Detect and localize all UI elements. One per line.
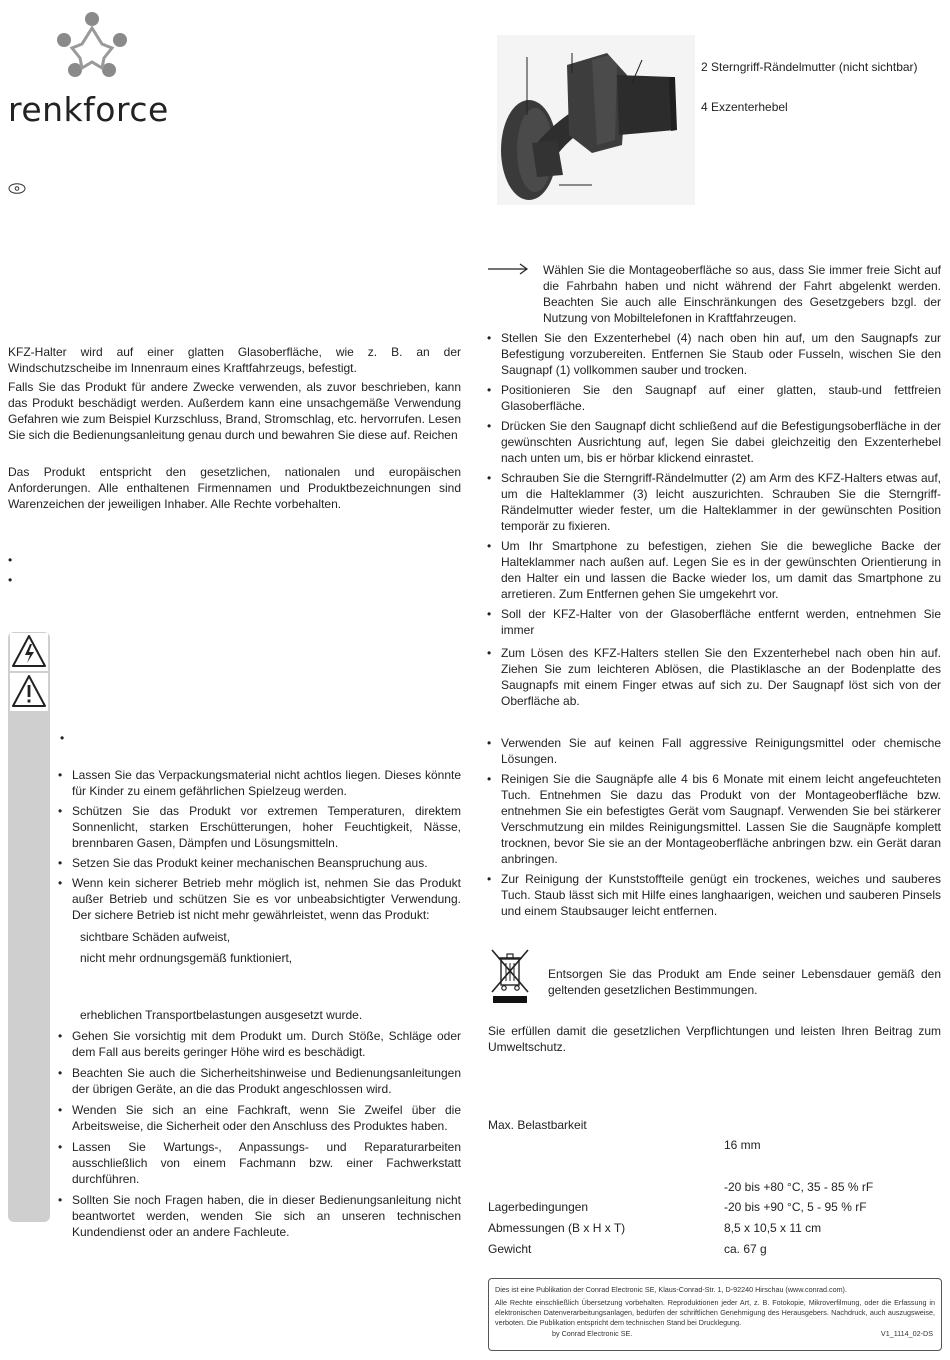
safety-list [58, 767, 461, 923]
list-item: • Wenden Sie sich an eine Fachkraft, wenn Sie Zweifel über die Arbeitsweise, die Sicherheit oder den Anschluss des Produktes haben. [58, 1102, 461, 1134]
weee-bin-icon [489, 947, 531, 1005]
empty-bullet: • [8, 573, 13, 587]
spec-dims-value: 8,5 x 10,5 x 11 cm [724, 1221, 822, 1235]
safety-sidebar [8, 632, 50, 1222]
spec-value: 16 mm [724, 1138, 761, 1152]
product-image [497, 35, 695, 205]
warning-icon [10, 673, 48, 711]
release-steps [487, 645, 941, 709]
imprint-box [488, 1278, 942, 1351]
list-item: • Reinigen Sie die Saugnäpfe alle 4 bis 6 Monate mit einem leicht angefeuchteten Tuch. Entnehmen Sie dazu das Produkt von der Montageoberfläche bzw. entnehmen Sie ein befestigtes Gerät vom Saugnapf. Verwenden Sie bei stärkerer Verschmutzung ein mildes Reinigungsmittel. Lassen Sie die Saugnäpfe komplett trocknen, bevor Sie sie an der Montageoberfläche anbringen bzw. ein Gerät daran anbringen. [487, 771, 941, 867]
brand-logo [8, 8, 188, 128]
list-item: • Positionieren Sie den Saugnapf auf einer glatten, staub-und fettfreien Glasoberfläche. [487, 382, 941, 414]
imprint-by: by Conrad Electronic SE. [552, 1329, 633, 1338]
spec-weight-value: ca. 67 g [724, 1242, 767, 1256]
mounting-note: Wählen Sie die Montageoberfläche so aus, dass Sie immer freie Sicht auf die Fahrbahn haben und nicht während der Fahrt abgelenkt werden. Beachten Sie auch alle Einschränkungen des Gesetzgebers bzgl. der Nutzung von Mobiltelefonen in Kraftfahrzeugen. [543, 263, 941, 325]
list-item: • Zur Reinigung der Kunststoffteile genügt ein trockenes, weiches und sauberes Tuch. Staub lässt sich mit Hilfe eines langhaarigen, weichen und sauberen Pinsels und einem Staubsauger leicht entfernen. [487, 871, 941, 919]
misuse-warning-text: Falls Sie das Produkt für andere Zwecke verwenden, als zuvor beschrieben, kann das Produkt beschädigt werden. Außerdem kann eine unsachgemäße Verwendung Gefahren wie zum Beispiel Kurzschluss, Brand, Stromschlag, etc. hervorrufen. Lesen Sie sich die Bedienungsanleitung genau durch und bewahren Sie diese auf. Reichen [8, 380, 461, 442]
list-item: • Schrauben Sie die Sterngriff-Rändelmutter (2) am Arm des KFZ-Halters etwas auf, um die Halteklammer (3) leicht auszurichten. Schrauben Sie die Sterngriff-Rändelmutter wieder fester, um die Halteklammer in der gewünschten Position temporär zu fixieren. [487, 470, 941, 534]
logo-mark-icon [52, 8, 132, 84]
disposal-text: Entsorgen Sie das Produkt am Ende seiner Lebensdauer gemäß den geltenden gesetzlichen Bestimmungen. [548, 967, 941, 997]
empty-bullet: • [8, 553, 13, 567]
sub-item: erheblichen Transportbelastungen ausgesetzt wurde. [80, 1008, 363, 1022]
imprint-code: V1_1114_02-DS [880, 1329, 933, 1338]
list-item: • Stellen Sie den Exzenterhebel (4) nach oben hin auf, um den Saugnapfs zur Befestigung vorzubereiten. Entfernen Sie Staub oder Fusseln, wischen Sie den Saugnapf (1) vollkommen sauber und trocken. [487, 330, 941, 378]
list-item: • Wenn kein sicherer Betrieb mehr möglich ist, nehmen Sie das Produkt außer Betrieb und schützen Sie es vor unbeabsichtigter Verwendung. Der sichere Betrieb ist nicht mehr gewährleistet, wenn das Produkt: [58, 875, 461, 923]
car-holder-illustration [497, 35, 695, 205]
safety-list-continued [58, 1028, 461, 1240]
compliance-text: Das Produkt entspricht den gesetzlichen, nationalen und europäischen Anforderungen. Alle enthaltenen Firmennamen und Produktbezeichnungen sind Warenzeichen der jeweiligen Inhaber. Alle Rechte vorbehalten. [8, 465, 461, 511]
list-item: • Sollten Sie noch Fragen haben, die in dieser Bedienungsanleitung nicht beantwortet werden, wenden Sie sich an unseren technischen Kundendienst oder an andere Fachleute. [58, 1192, 461, 1240]
imprint-line-2: Alle Rechte einschließlich Übersetzung vorbehalten. Reproduktionen jeder Art, z. B. Fotokopie, Mikroverfilmung, oder die Erfassung in elektronischen Datenverarbeitungsanlagen, bedürfen der schriftlichen Genehmigung des Herausgebers. Nachdruck, auch auszugsweise, verboten. Die Publikation entspricht dem technischen Stand bei Drucklegung. [495, 1298, 935, 1327]
spec-dims-label: Abmessungen (B x H x T) [488, 1221, 626, 1235]
list-item: • Setzen Sie das Produkt keiner mechanischen Beanspruchung aus. [58, 855, 461, 871]
arrow-right-icon [488, 262, 530, 276]
spec-value: -20 bis +80 °C, 35 - 85 % rF [724, 1180, 874, 1194]
disposal-text-2: Sie erfüllen damit die gesetzlichen Verpflichtungen und leisten Ihren Beitrag zum Umweltschutz. [488, 1024, 941, 1054]
sub-item: nicht mehr ordnungsgemäß funktioniert, [80, 951, 293, 965]
list-item: • Beachten Sie auch die Sicherheitshinweise und Bedienungsanleitungen der übrigen Geräte, an die das Produkt angeschlossen wird. [58, 1065, 461, 1097]
list-item: • Um Ihr Smartphone zu befestigen, ziehen Sie die bewegliche Backe der Halteklammer nach außen auf. Legen Sie es in der gewünschten Orientierung in den Halter ein und lassen die Backe wieder los, um damit das Smartphone zu arretieren. Zum Entfernen gehen Sie umgekehrt vor. [487, 538, 941, 602]
part-label-2: 2 Sterngriff-Rändelmutter (nicht sichtbar) [701, 60, 918, 74]
electric-hazard-icon [10, 633, 48, 671]
spec-max-load-label: Max. Belastbarkeit [488, 1118, 587, 1132]
spec-storage-label: Lagerbedingungen [488, 1200, 589, 1214]
language-icon [8, 183, 26, 194]
imprint-line-1: Dies ist eine Publikation der Conrad Electronic SE, Klaus-Conrad-Str. 1, D-92240 Hirschau (www.conrad.com). [495, 1285, 847, 1294]
list-item: • Soll der KFZ-Halter von der Glasoberfläche entfernt werden, entnehmen Sie immer [487, 606, 941, 638]
brand-name: renkforce [8, 90, 169, 129]
mounting-steps [487, 330, 941, 638]
list-item: • Drücken Sie den Saugnapf dicht schließend auf die Befestigungsoberfläche in der gewünschten Ausrichtung auf, legen Sie dabei gleichzeitig den Exzenterhebel nach unten um, bis er hörbar klickend einrastet. [487, 418, 941, 466]
spec-storage-value: -20 bis +90 °C, 5 - 95 % rF [724, 1200, 867, 1214]
list-item: • Lassen Sie das Verpackungsmaterial nicht achtlos liegen. Dieses könnte für Kinder zu einem gefährlichen Spielzeug werden. [58, 767, 461, 799]
list-item: • Schützen Sie das Produkt vor extremen Temperaturen, direktem Sonnenlicht, starken Erschütterungen, hoher Feuchtigkeit, Nässe, brennbaren Gasen, Dämpfen und Lösungsmitteln. [58, 803, 461, 851]
list-item: • Gehen Sie vorsichtig mit dem Produkt um. Durch Stöße, Schläge oder dem Fall aus bereits geringer Höhe wird es beschädigt. [58, 1028, 461, 1060]
list-item: • Verwenden Sie auf keinen Fall aggressive Reinigungsmittel oder chemische Lösungen. [487, 735, 941, 767]
list-item: • Zum Lösen des KFZ-Halters stellen Sie den Exzenterhebel nach oben hin auf. Ziehen Sie zum leichteren Ablösen, die Plastiklasche an der Bodenplatte des Saugnapfs mit einem Finger etwas auf sich zu. Der Saugnapf löst sich von der Oberfläche ab. [487, 645, 941, 709]
spec-weight-label: Gewicht [488, 1242, 532, 1256]
list-item: • Lassen Sie Wartungs-, Anpassungs- und Reparaturarbeiten ausschließlich von einem Fachmann bzw. einer Fachwerkstatt durchführen. [58, 1139, 461, 1187]
empty-bullet: • [60, 731, 65, 745]
part-label-4: 4 Exzenterhebel [701, 100, 788, 114]
care-list [487, 735, 941, 919]
sub-item: sichtbare Schäden aufweist, [80, 930, 231, 944]
intended-use-text: KFZ-Halter wird auf einer glatten Glasoberfläche, wie z. B. an der Windschutzscheibe im Innenraum eines Kraftfahrzeugs, befestigt. [8, 345, 461, 375]
